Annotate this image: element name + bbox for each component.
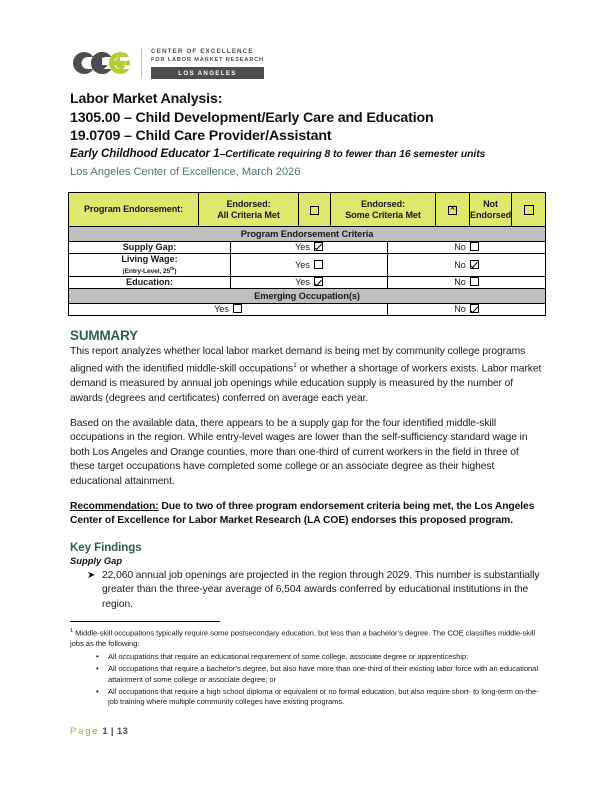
footnote-section [70,621,546,709]
checkbox-checked-icon[interactable] [314,242,323,251]
checkbox-checked-icon[interactable] [470,260,479,269]
endorsement-option-some-label [331,193,436,227]
option-some-line2: Some Criteria Met [345,209,421,220]
yes-label: Yes [214,304,229,315]
footnote-marker: 1 [70,628,74,634]
criterion-no-living-wage[interactable] [388,254,546,277]
page-title [70,90,550,180]
checkbox-unchecked-icon[interactable] [470,242,479,251]
bullet-dot-icon: • [96,686,99,696]
endorsement-checkbox-some[interactable] [436,193,470,227]
title-line-1: Labor Market Analysis: [70,91,223,107]
endorsement-checkbox-not[interactable] [512,193,546,227]
emerging-band-row [69,289,546,304]
option-all-line2: All Criteria Met [217,209,280,220]
list-item [70,687,546,709]
checkbox-unchecked-icon[interactable] [314,260,323,269]
checkbox-checked-icon[interactable] [470,304,479,313]
endorsement-header-row [69,193,546,227]
criterion-name-living-wage [69,254,231,277]
table-row [69,254,546,277]
summary-p1-part-b: or whether a shortage of workers exists. Labor market demand is measured by annual job openings while education supply is measured by the number of awards (degrees and certificates) conferred on average each year. [70,363,542,404]
table-row [69,277,546,289]
checkbox-unchecked-icon[interactable] [470,277,479,286]
title-subtitle [70,146,550,163]
cce-logo-icon [70,50,130,76]
title-line-3: 19.0709 – Child Care Provider/Assistant [70,128,332,144]
criterion-no-education[interactable] [388,277,546,289]
no-label: No [454,242,466,252]
logo-divider [141,48,142,78]
criteria-band-label: Program Endorsement Criteria [69,227,546,242]
emerging-yes-cell[interactable] [69,304,388,316]
checkbox-x-icon[interactable] [448,206,457,215]
sub-superscript: th [170,267,175,272]
recommendation-label: Recommendation: [70,501,159,513]
summary-p1-part-a: This report analyzes whether local labor market demand is being met by community college programs aligned with the identified middle-skill occupations [70,346,526,375]
document-body [70,328,546,612]
footer-page-word: Page [70,726,100,737]
list-item [70,664,546,686]
endorsement-option-not-label [470,193,512,227]
option-not-line1: Not [483,198,498,209]
criterion-no-supply-gap[interactable] [388,242,546,254]
table-row [69,304,546,316]
checkbox-unchecked-icon[interactable] [233,304,242,313]
masthead-logo [70,44,264,82]
criterion-yes-education[interactable] [231,277,388,289]
table-row [69,242,546,254]
criteria-band-row [69,227,546,242]
list-item [70,652,546,663]
emerging-no-cell[interactable] [388,304,546,316]
key-findings-subheading: Supply Gap [70,554,123,566]
no-label: No [454,259,466,270]
bullet-dot-icon: • [96,663,99,673]
summary-heading: SUMMARY [70,328,138,343]
endorsement-criteria-table [68,226,546,316]
criterion-yes-living-wage[interactable] [231,254,388,277]
logo-tagline-line2: FOR LABOR MARKET RESEARCH [151,57,264,63]
summary-paragraph-1 [70,345,546,406]
sub-suffix: ) [174,268,177,276]
checkbox-unchecked-icon[interactable] [310,206,319,215]
footnote-reference[interactable]: 1 [293,362,297,370]
footnote-bullet-text: All occupations that require a bachelor’s degree, but also have more than one-third of their existing labor force with an educational attainment of some college or associate degree; or [108,663,538,684]
yes-label: Yes [295,259,310,270]
checkbox-unchecked-icon[interactable] [524,205,534,215]
footnote-bullet-text: All occupations that require an educational requirement of some college, associate degree or apprenticeship; [108,652,469,662]
bullet-dot-icon: • [96,652,99,662]
option-some-line1: Endorsed: [360,198,406,209]
program-endorsement-table [68,192,546,227]
footnote-intro [70,626,546,650]
logo-wordmark [151,47,264,79]
list-item [70,569,546,612]
logo-tagline-line1: CENTER OF EXCELLENCE [151,48,254,55]
criterion-name-supply-gap: Supply Gap: [69,242,231,254]
criterion-living-wage-sublabel [69,265,230,276]
option-all-line1: Endorsed: [226,198,271,209]
logo-region-badge: LOS ANGELES [151,67,264,79]
criterion-living-wage-label: Living Wage: [121,254,178,264]
title-source-date: Los Angeles Center of Excellence, March 2026 [70,165,301,178]
arrow-bullet-icon: ➤ [87,569,96,581]
recommendation-paragraph [70,500,546,529]
footnote-intro-text: Middle-skill occupations typically require some postsecondary education, but less than a bachelor’s degree. The COE classifies middle-skill jobs as the following: [70,628,535,649]
sub-prefix: (Entry-Level, 25 [122,268,171,276]
recommendation-text: Due to two of three program endorsement criteria being met, the Los Angeles Center of Excellence for Labor Market Research (LA COE) endorses this proposed program. [70,501,535,527]
endorsement-checkbox-all[interactable] [299,193,331,227]
criterion-name-education: Education: [69,277,231,289]
title-line-2: 1305.00 – Child Development/Early Care and Education [70,109,434,126]
footer-page-number: 1 | 13 [102,726,129,737]
summary-paragraph-2: Based on the available data, there appears to be a supply gap for the four identified middle-skill occupations in the region. While entry-level wages are lower than the self-sufficiency standard wage in both Los Angeles and Orange counties, more than one-third of current workers in the field in three of these target occupations have completed some college or an associate degree as their highest educational attainment. [70,418,528,487]
yes-label: Yes [295,242,310,252]
criterion-yes-supply-gap[interactable] [231,242,388,254]
emerging-band-label: Emerging Occupation(s) [69,289,546,304]
endorsement-option-all-label [199,193,299,227]
no-label: No [454,304,466,315]
subtitle-lead: Early Childhood Educator 1 [70,146,220,160]
subtitle-rest: –Certificate requiring 8 to fewer than 16 semester units [219,148,486,160]
key-findings-heading: Key Findings [70,540,142,554]
endorsement-row-label: Program Endorsement: [69,193,199,227]
page-footer [70,726,128,737]
checkbox-checked-icon[interactable] [314,277,323,286]
option-not-line2: Endorsed [470,209,512,220]
footnote-divider [70,621,220,622]
yes-label: Yes [295,277,310,288]
footnote-bullet-text: All occupations that require a high school diploma or equivalent or no formal education, but also require short- to long-term on-the-job training where multiple community colleges have existing programs. [108,686,539,707]
key-finding-text: 22,060 annual job openings are projected in the region through 2029. This number is substantially greater than the three-year average of 6,504 awards conferred by educational institutions in the region. [102,569,540,610]
no-label: No [454,277,466,288]
